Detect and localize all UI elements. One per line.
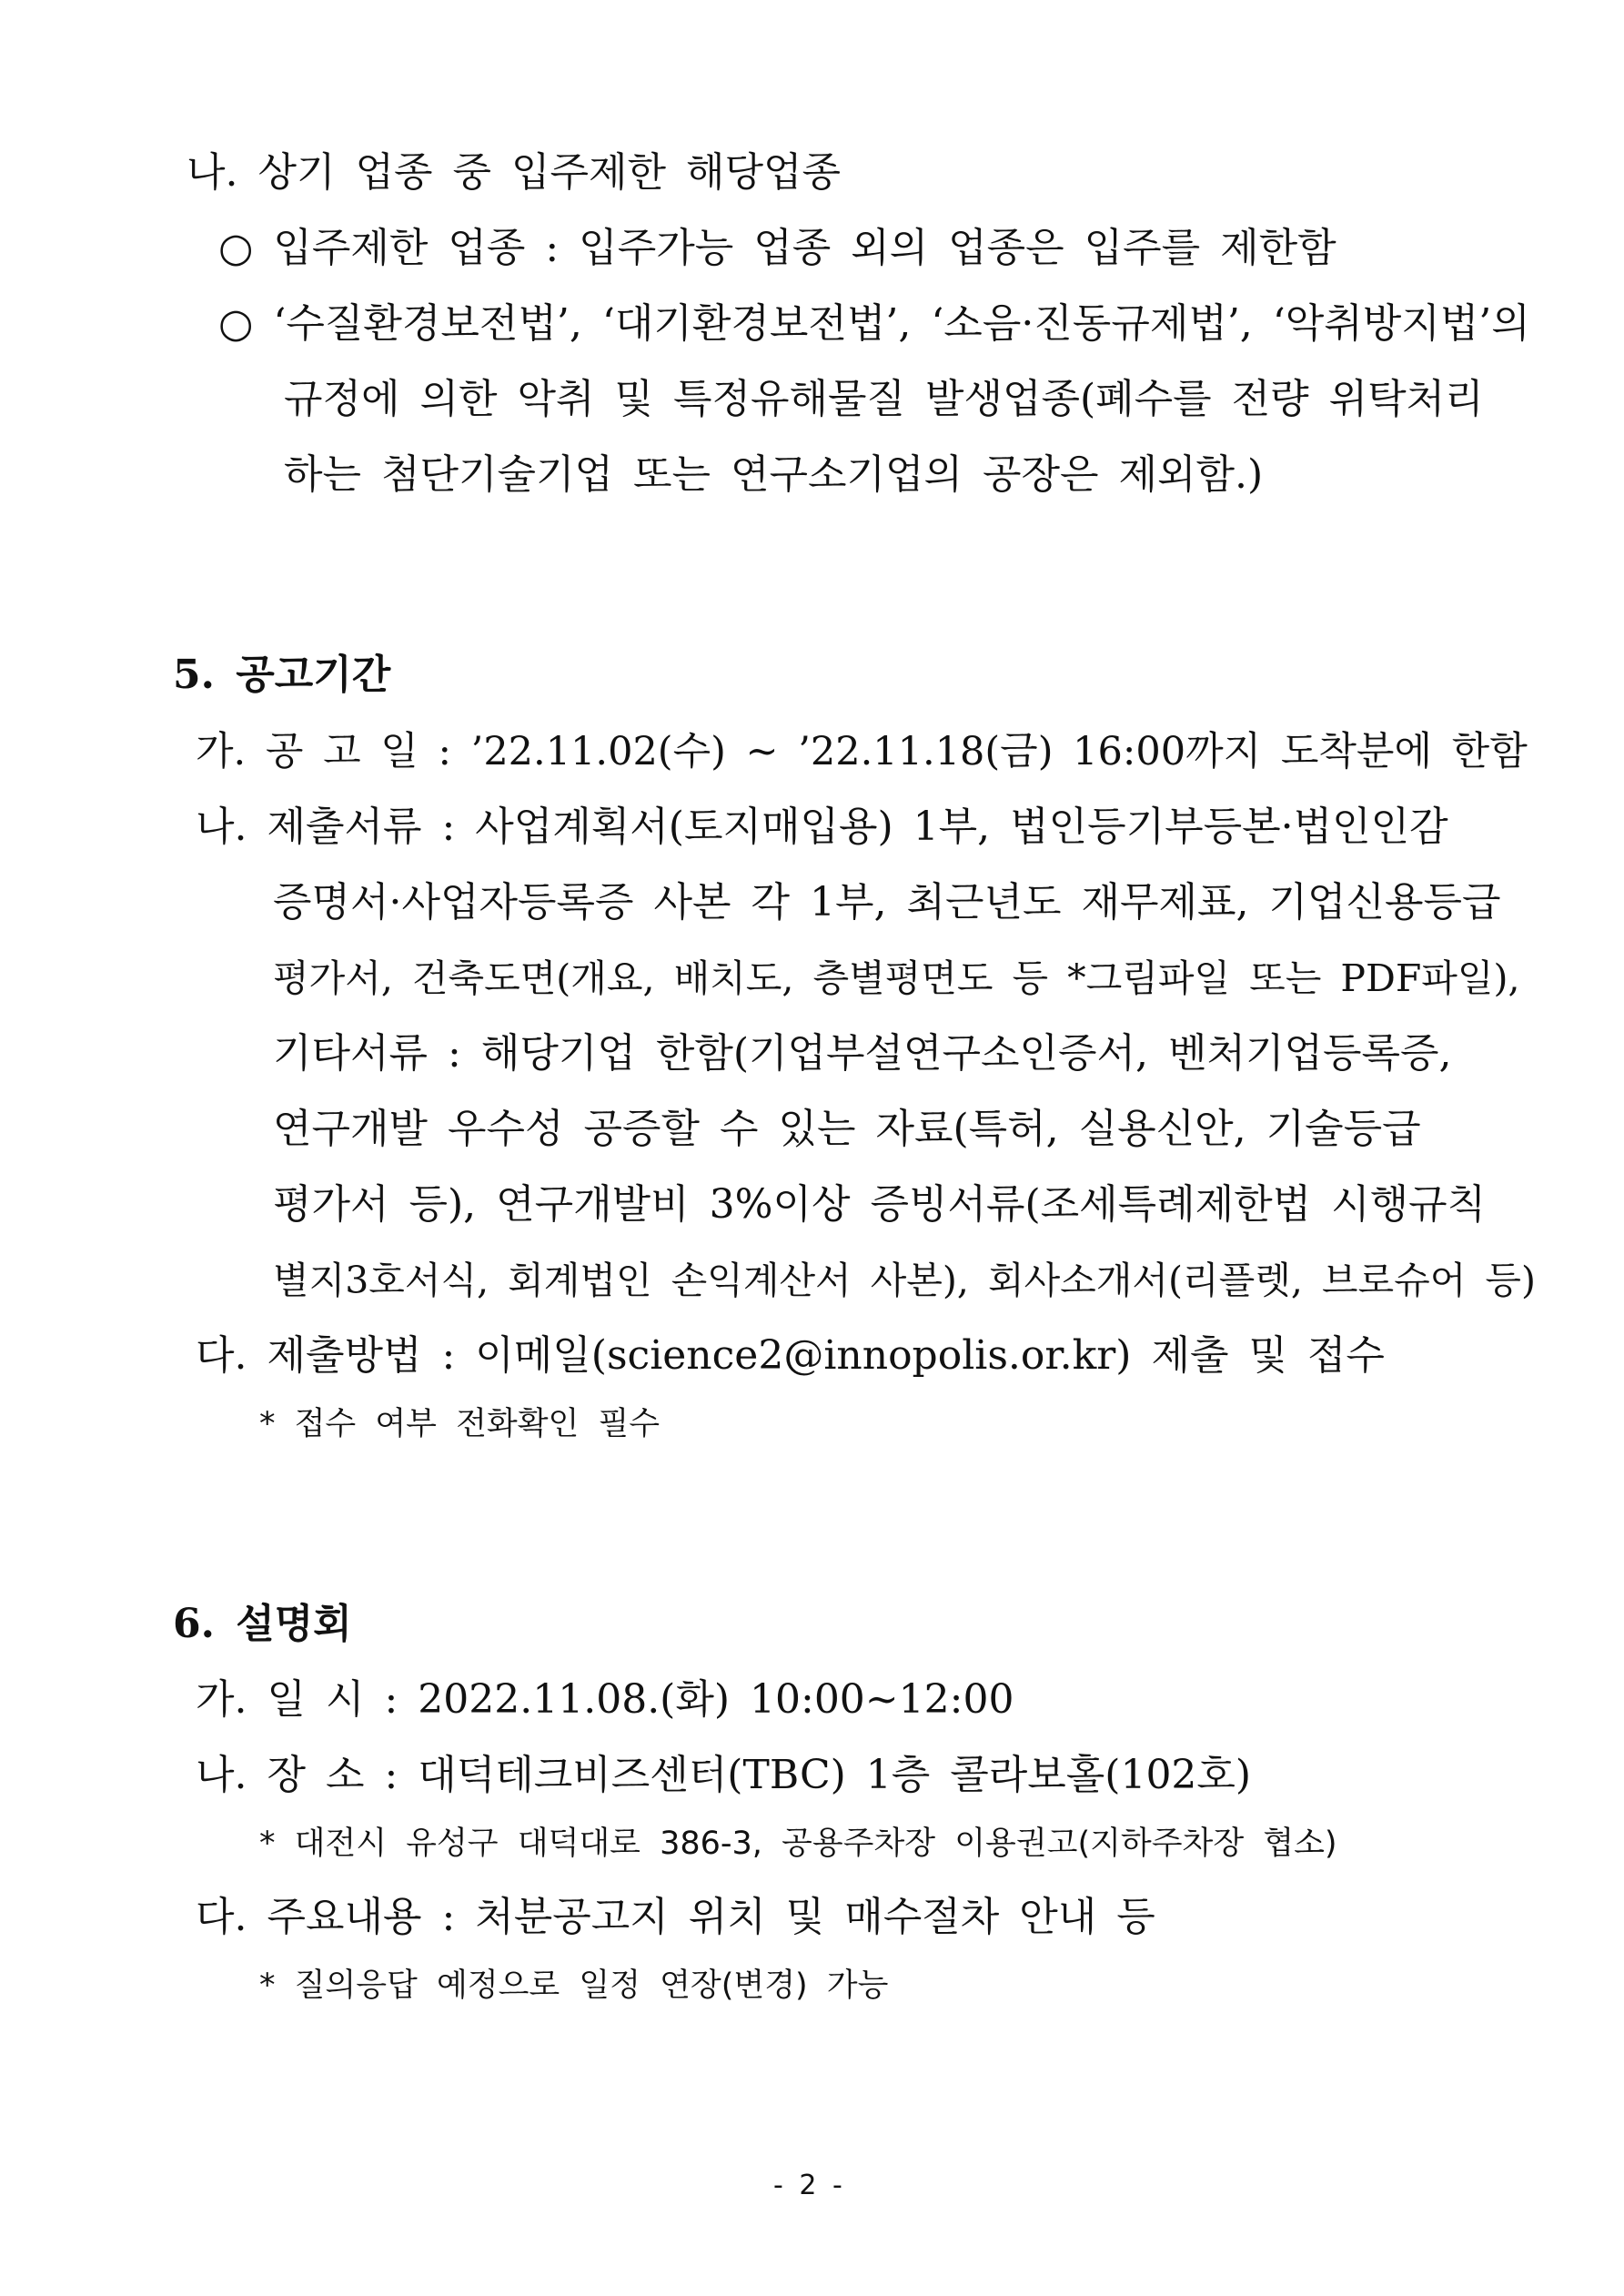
briefing-contents: 다. 주요내용 : 처분공고지 위치 및 매수절차 안내 등 [196,1894,1155,1940]
briefing-datetime: 가. 일 시 : 2022.11.08.(화) 10:00~12:00 [196,1676,1014,1723]
restricted-industry-item-2-cont-2: 하는 첨단기술기업 또는 연구소기업의 공장은 제외함.) [284,451,1264,498]
documents-line-5: 연구개발 우수성 공증할 수 있는 자료(특허, 실용신안, 기술등급 [273,1106,1421,1152]
restricted-industry-item-2-cont-1: 규정에 의한 악취 및 특정유해물질 발생업종(폐수를 전량 위탁처리 [284,376,1484,422]
contents-note: * 질의응답 예정으로 일정 연장(변경) 가능 [259,1967,889,2004]
restricted-industry-item-1: ○ 입주제한 업종 : 입주가능 업종 외의 업종은 입주를 제한함 [218,225,1337,271]
location-note: * 대전시 유성구 대덕대로 386-3, 공용주차장 이용권고(지하주차장 협소) [259,1826,1337,1862]
notice-period: 가. 공 고 일 : ’22.11.02(수) ~ ’22.11.18(금) 16:00까지 도착분에 한함 [196,729,1528,774]
restricted-industry-item-2: ○ ‘수질환경보전법’, ‘대기환경보전법’, ‘소음·진동규제법’, ‘악취방지법’의 [218,300,1530,347]
documents-line-2: 증명서·사업자등록증 사본 각 1부, 최근년도 재무제표, 기업신용등급 [273,879,1501,925]
section-6-title: 6. 설명회 [173,1601,352,1647]
documents-line-1: 나. 제출서류 : 사업계획서(토지매입용) 1부, 법인등기부등본·법인인감 [196,804,1448,850]
submission-note: * 접수 여부 전화확인 필수 [259,1406,661,1442]
submission-method: 다. 제출방법 : 이메일(science2@innopolis.or.kr) 제출 및 접수 [196,1332,1385,1379]
documents-line-6: 평가서 등), 연구개발비 3%이상 증빙서류(조세특례제한법 시행규칙 [273,1181,1487,1228]
section-5-title: 5. 공고기간 [173,652,391,698]
documents-line-7: 별지3호서식, 회계법인 손익계산서 사본), 회사소개서(리플렛, 브로슈어 등) [273,1259,1536,1302]
briefing-location: 나. 장 소 : 대덕테크비즈센터(TBC) 1층 콜라보홀(102호) [196,1752,1252,1798]
documents-line-3: 평가서, 건축도면(개요, 배치도, 층별평면도 등 *그림파일 또는 PDF파일), [273,956,1520,1000]
page-number: - 2 - [773,2170,842,2201]
documents-line-4: 기타서류 : 해당기업 한함(기업부설연구소인증서, 벤처기업등록증, [273,1030,1452,1077]
restricted-industry-heading: 나. 상기 업종 중 입주제한 해당업종 [187,149,841,196]
